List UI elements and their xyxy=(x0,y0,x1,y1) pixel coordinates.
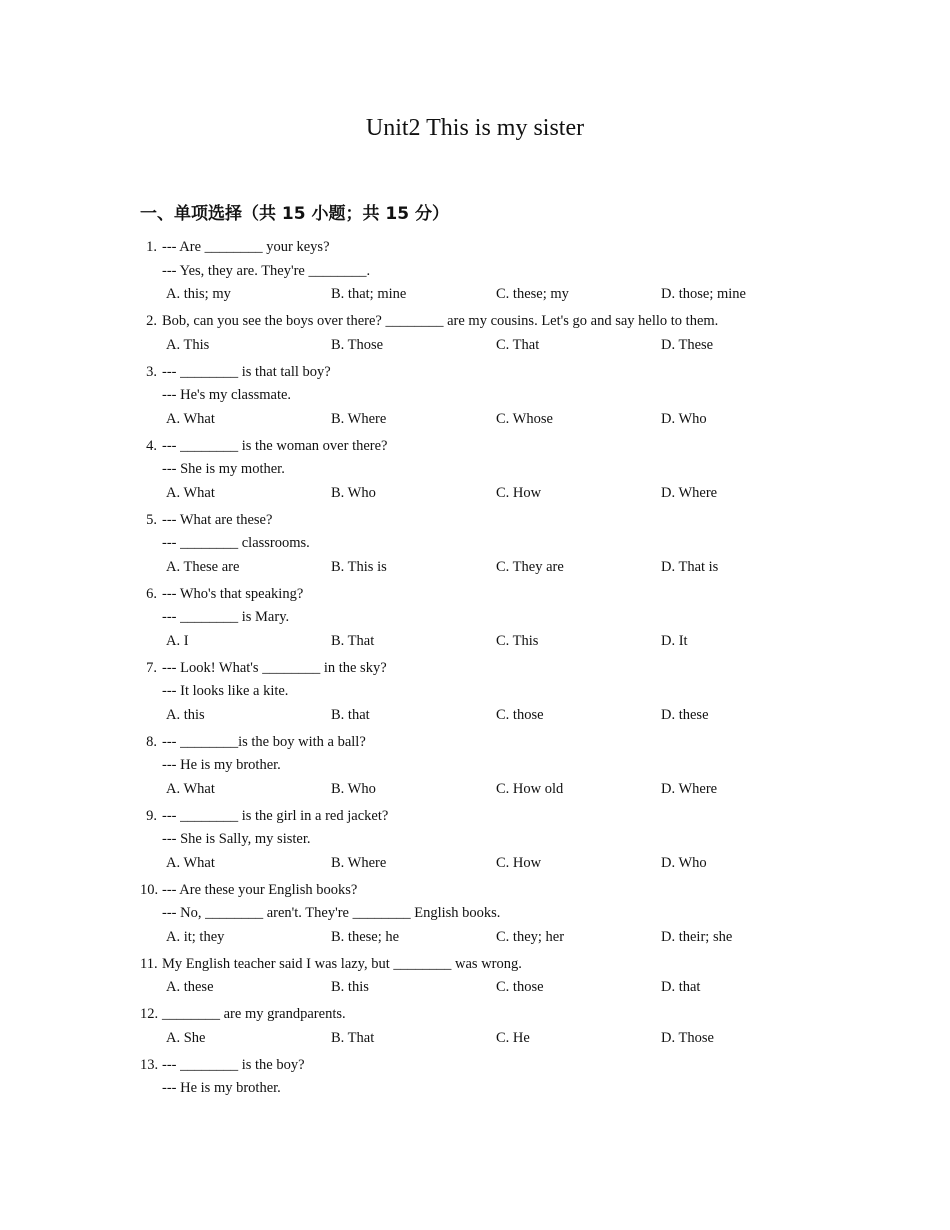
question-item xyxy=(0,509,950,583)
answer-option: B. Who xyxy=(331,484,376,501)
question-number: 7. xyxy=(146,659,157,676)
answer-options xyxy=(0,926,950,953)
question-number: 12. xyxy=(140,1006,159,1022)
answer-option: A. these xyxy=(166,979,214,995)
answer-option: A. She xyxy=(166,1029,206,1046)
question-text: --- It looks like a kite. xyxy=(162,683,289,699)
question-text: --- ________ classrooms. xyxy=(162,535,310,551)
answer-option: D. Where xyxy=(661,780,718,797)
question-line xyxy=(0,879,950,903)
answer-option: C. How xyxy=(496,484,542,501)
question-text: --- Are ________ your keys? xyxy=(162,239,330,255)
answer-option: B. Who xyxy=(331,780,376,797)
question-line xyxy=(0,606,950,630)
question-item xyxy=(0,805,950,879)
question-line xyxy=(0,731,950,755)
question-number: 11. xyxy=(140,955,158,972)
answer-options xyxy=(0,283,950,310)
question-line xyxy=(0,805,950,829)
question-number: 9. xyxy=(146,807,157,824)
answer-option: D. Who xyxy=(661,410,707,427)
question-line xyxy=(0,384,950,408)
answer-option: D. those; mine xyxy=(661,286,746,302)
question-item xyxy=(0,310,950,361)
question-item xyxy=(0,1003,950,1054)
question-text: --- Are these your English books? xyxy=(162,881,358,898)
answer-option: A. I xyxy=(166,632,189,649)
answer-options xyxy=(0,556,950,583)
answer-option: C. He xyxy=(496,1029,530,1046)
question-line xyxy=(0,953,950,977)
question-number: 8. xyxy=(146,733,157,750)
question-text: --- ________ is that tall boy? xyxy=(162,363,331,380)
answer-options xyxy=(0,704,950,731)
question-text: Bob, can you see the boys over there? ________ are my cousins. Let's go and say hello to them. xyxy=(162,313,719,329)
question-line xyxy=(0,902,950,926)
question-line xyxy=(0,260,950,284)
question-line xyxy=(0,1054,950,1078)
question-text: --- She is Sally, my sister. xyxy=(162,831,311,847)
answer-option: B. that; mine xyxy=(331,286,407,302)
question-number: 1. xyxy=(146,239,157,255)
answer-options xyxy=(0,482,950,509)
question-line xyxy=(0,583,950,607)
answer-option: C. these; my xyxy=(496,286,569,302)
answer-option: D. These xyxy=(661,336,714,353)
question-text: --- ________ is Mary. xyxy=(162,609,290,625)
question-line xyxy=(0,1003,950,1027)
answer-options xyxy=(0,1027,950,1054)
answer-option: C. those xyxy=(496,979,544,995)
answer-option: A. These are xyxy=(166,558,240,575)
question-item xyxy=(0,1054,950,1101)
question-line xyxy=(0,680,950,704)
answer-option: A. What xyxy=(166,780,215,797)
question-number: 10. xyxy=(140,881,159,898)
question-number: 13. xyxy=(140,1056,159,1073)
question-text: --- He's my classmate. xyxy=(162,387,292,403)
question-line xyxy=(0,509,950,533)
answer-options xyxy=(0,630,950,657)
question-text: ________ are my grandparents. xyxy=(162,1006,346,1022)
question-number: 4. xyxy=(146,437,157,454)
answer-option: D. It xyxy=(661,632,688,649)
question-line xyxy=(0,828,950,852)
answer-options xyxy=(0,334,950,361)
answer-option: A. it; they xyxy=(166,928,225,945)
question-text: --- What are these? xyxy=(162,511,273,528)
question-text: --- No, ________ aren't. They're ________ English books. xyxy=(162,905,501,921)
answer-option: D. that xyxy=(661,979,701,995)
page-title: Unit2 This is my sister xyxy=(365,115,585,141)
question-item xyxy=(0,361,950,435)
question-text: --- He is my brother. xyxy=(162,757,281,773)
question-line xyxy=(0,657,950,681)
question-text: --- Look! What's ________ in the sky? xyxy=(162,659,387,676)
answer-option: C. They are xyxy=(496,558,564,575)
question-item xyxy=(0,953,950,1004)
answer-option: C. How xyxy=(496,854,542,871)
answer-option: C. This xyxy=(496,632,539,649)
answer-options xyxy=(0,408,950,435)
answer-option: C. That xyxy=(496,336,540,353)
question-line xyxy=(0,310,950,334)
question-number: 3. xyxy=(146,363,157,380)
question-line xyxy=(0,754,950,778)
question-line xyxy=(0,1077,950,1101)
question-item xyxy=(0,435,950,509)
question-number: 2. xyxy=(146,313,157,329)
answer-options xyxy=(0,976,950,1003)
answer-option: C. Whose xyxy=(496,410,553,427)
answer-option: D. these xyxy=(661,706,709,723)
answer-options xyxy=(0,778,950,805)
question-text: --- She is my mother. xyxy=(162,461,285,477)
question-text: --- Yes, they are. They're ________. xyxy=(162,262,371,279)
answer-option: C. How old xyxy=(496,780,564,797)
answer-option: B. Those xyxy=(331,336,384,353)
answer-option: D. That is xyxy=(661,558,719,575)
answer-option: B. these; he xyxy=(331,928,400,945)
answer-option: B. That xyxy=(331,1029,375,1046)
question-text: My English teacher said I was lazy, but ________ was wrong. xyxy=(162,955,522,972)
question-item xyxy=(0,731,950,805)
question-item xyxy=(0,236,950,310)
answer-option: D. Where xyxy=(661,484,718,501)
answer-option: B. This is xyxy=(331,558,387,575)
question-text: --- ________ is the woman over there? xyxy=(162,437,388,454)
answer-option: A. What xyxy=(166,484,215,501)
question-text: --- Who's that speaking? xyxy=(162,585,304,602)
question-text: --- ________is the boy with a ball? xyxy=(162,733,366,750)
answer-option: B. this xyxy=(331,979,369,995)
answer-option: C. those xyxy=(496,706,544,723)
question-item xyxy=(0,879,950,953)
answer-option: B. That xyxy=(331,632,375,649)
question-number: 5. xyxy=(146,511,157,528)
answer-options xyxy=(0,852,950,879)
answer-option: B. Where xyxy=(331,410,387,427)
section-heading: 一、单项选择（共 15 小题；共 15 分） xyxy=(140,204,449,224)
question-line xyxy=(0,361,950,385)
answer-option: C. they; her xyxy=(496,928,565,945)
answer-option: D. their; she xyxy=(661,928,733,945)
question-line xyxy=(0,532,950,556)
question-item xyxy=(0,583,950,657)
question-line xyxy=(0,458,950,482)
answer-option: B. that xyxy=(331,706,370,723)
question-list xyxy=(0,236,950,1101)
answer-option: A. this xyxy=(166,706,205,723)
answer-option: D. Those xyxy=(661,1029,714,1046)
answer-option: A. This xyxy=(166,336,210,353)
answer-option: B. Where xyxy=(331,854,387,871)
question-text: --- ________ is the boy? xyxy=(162,1056,305,1073)
question-text: --- ________ is the girl in a red jacket? xyxy=(162,807,389,824)
answer-option: D. Who xyxy=(661,854,707,871)
question-line xyxy=(0,236,950,260)
answer-option: A. What xyxy=(166,410,215,427)
answer-option: A. this; my xyxy=(166,286,231,302)
question-line xyxy=(0,435,950,459)
answer-option: A. What xyxy=(166,854,215,871)
question-number: 6. xyxy=(146,585,157,602)
question-item xyxy=(0,657,950,731)
question-text: --- He is my brother. xyxy=(162,1080,281,1096)
